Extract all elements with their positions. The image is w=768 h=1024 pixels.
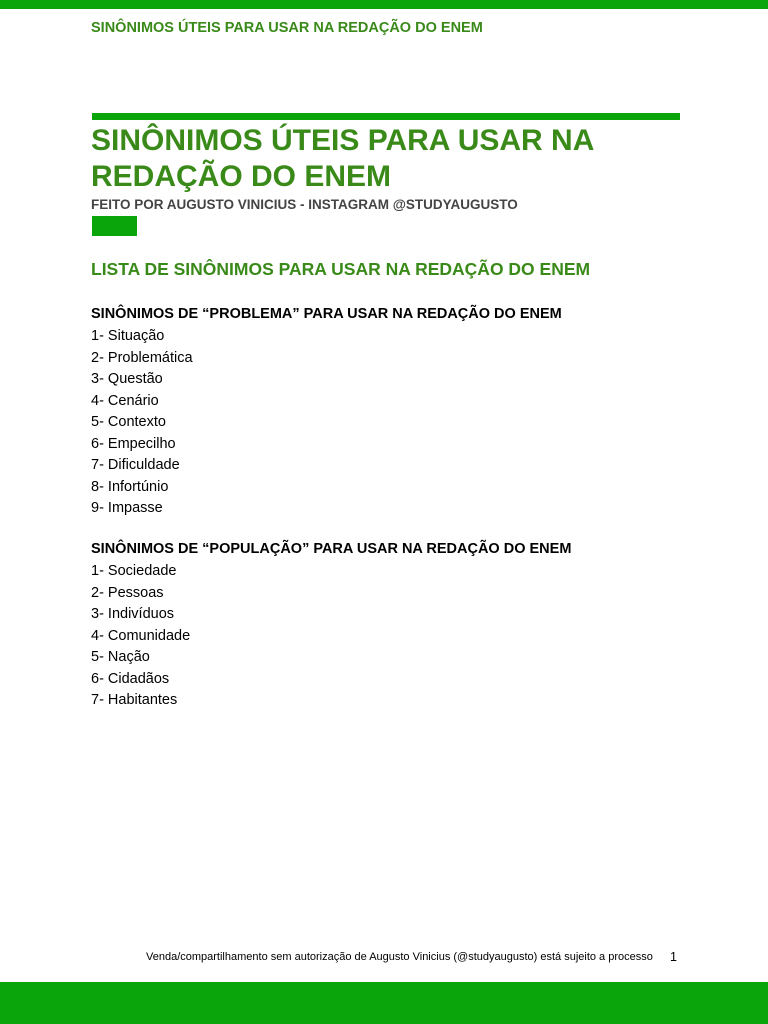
list-item: 7- Habitantes <box>91 692 178 708</box>
list-item: 5- Contexto <box>91 414 166 430</box>
list-item: 6- Cidadãos <box>91 670 170 687</box>
list-item: 7- Dificuldade <box>91 457 180 473</box>
synonym-list-problema <box>91 326 193 520</box>
synonym-list-populacao <box>91 561 190 712</box>
list-item: 1- Sociedade <box>91 563 177 579</box>
list-item: 3- Questão <box>91 371 163 387</box>
group-heading-populacao: SINÔNIMOS DE “POPULAÇÃO” PARA USAR NA REDAÇÃO DO ENEM <box>91 541 572 557</box>
page-number: 1 <box>670 950 677 964</box>
list-item: 1- Situação <box>91 328 165 344</box>
document-subtitle: FEITO POR AUGUSTO VINICIUS - INSTAGRAM @STUDYAUGUSTO <box>91 197 518 212</box>
top-green-bar <box>0 0 768 9</box>
green-accent-block <box>92 216 137 236</box>
list-item: 6- Empecilho <box>91 435 176 452</box>
list-item: 4- Comunidade <box>91 627 191 644</box>
footer-note: Venda/compartilhamento sem autorização de Augusto Vinicius (@studyaugusto) está sujeito a processo <box>146 951 653 963</box>
title-rule <box>92 113 680 120</box>
list-item: 2- Pessoas <box>91 584 164 601</box>
list-item: 5- Nação <box>91 649 150 665</box>
list-item: 9- Impasse <box>91 500 163 516</box>
list-item: 3- Indivíduos <box>91 606 175 622</box>
list-item: 2- Problemática <box>91 349 193 366</box>
list-item: 4- Cenário <box>91 392 159 409</box>
group-heading-problema: SINÔNIMOS DE “PROBLEMA” PARA USAR NA REDAÇÃO DO ENEM <box>91 306 562 322</box>
section-title: LISTA DE SINÔNIMOS PARA USAR NA REDAÇÃO DO ENEM <box>91 259 591 279</box>
bottom-green-bar <box>0 982 768 1024</box>
running-header: SINÔNIMOS ÚTEIS PARA USAR NA REDAÇÃO DO ENEM <box>91 20 483 36</box>
list-item: 8- Infortúnio <box>91 478 169 495</box>
document-title: SINÔNIMOS ÚTEIS PARA USAR NA REDAÇÃO DO ENEM <box>91 124 594 193</box>
